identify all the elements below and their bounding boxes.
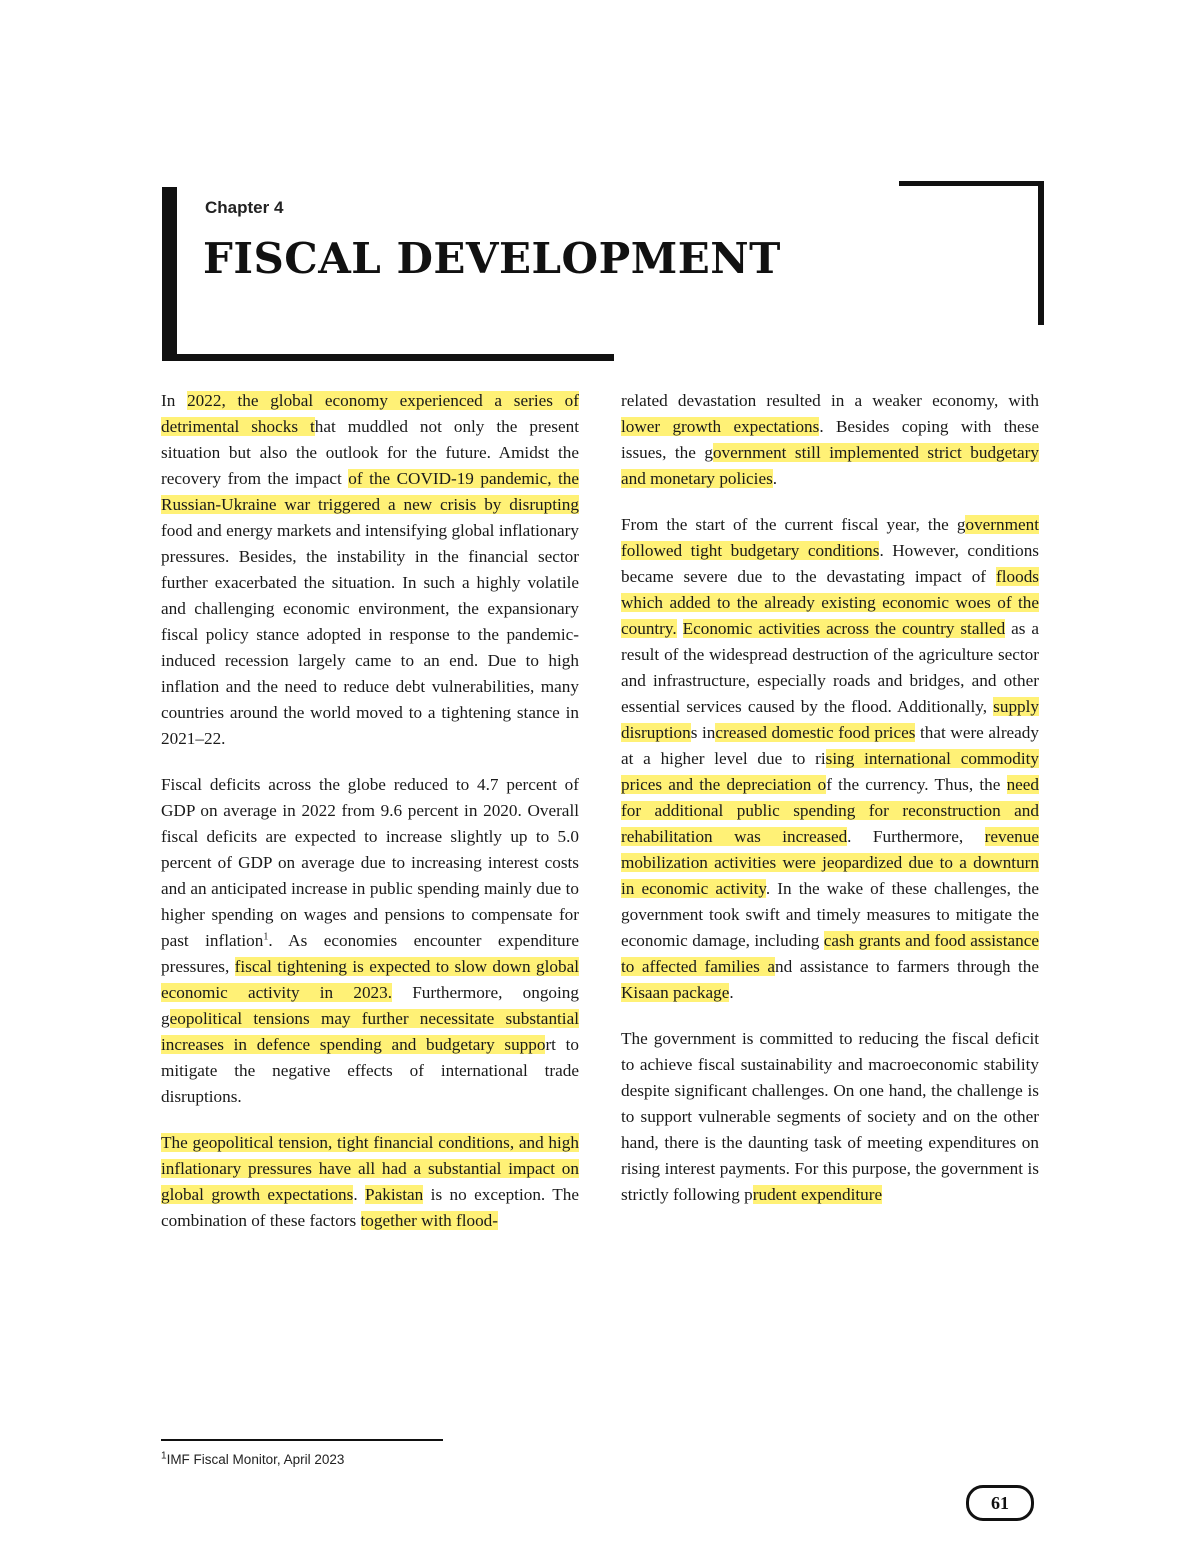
- left-column: [161, 388, 579, 1254]
- highlighted-text: supply disruption: [621, 697, 1039, 742]
- highlighted-text: creased domestic food prices: [715, 723, 916, 742]
- highlighted-text: overnment still implemented strict budgetary and monetary policies: [621, 443, 1039, 488]
- highlighted-text: cash grants and food assistance to affected families a: [621, 931, 1039, 976]
- text-run: s in: [690, 723, 716, 742]
- text-run: From the start of the current fiscal year, the g: [621, 515, 966, 534]
- highlighted-text: The geopolitical tension, tight financial conditions, and high inflationary pressures have all had a substantial impact on global growth expectations: [161, 1133, 579, 1204]
- highlighted-text: together with flood-: [360, 1211, 498, 1230]
- frame-top-right-horizontal-bar: [899, 181, 1044, 186]
- highlighted-text: Pakistan: [365, 1185, 424, 1204]
- frame-right-vertical-bar: [1038, 181, 1044, 325]
- text-run: . As economies encounter expenditure pressures,: [161, 931, 579, 976]
- text-run: . Besides coping with these issues, the g: [621, 417, 1040, 462]
- frame-bottom-horizontal-bar: [162, 354, 614, 361]
- text-run: .: [772, 469, 778, 488]
- highlighted-text: need for additional public spending for reconstruction and rehabilitation was increased: [621, 775, 1040, 846]
- footnote-reference[interactable]: 1: [263, 931, 269, 943]
- highlighted-text: eopolitical tensions may further necessitate substantial increases in defence spending and budgetary suppo: [161, 1009, 579, 1054]
- paragraph-current-fiscal-year: [621, 512, 1039, 1006]
- highlighted-text: rudent expenditure: [752, 1185, 883, 1204]
- text-run: related devastation resulted in a weaker economy, with: [621, 391, 1039, 410]
- footnote-marker: 1: [161, 1450, 167, 1462]
- highlighted-text: of the COVID-19 pandemic, the Russian-Ukraine war triggered a new crisis by disrupting: [161, 469, 579, 514]
- highlighted-text: Kisaan package: [621, 983, 730, 1002]
- paragraph-fiscal-deficits: [161, 772, 579, 1110]
- highlighted-text: overnment followed tight budgetary conditions: [621, 515, 1039, 560]
- text-run: f the currency. Thus, the: [826, 775, 1007, 794]
- text-run: rt to mitigate the negative effects of international trade disruptions.: [161, 1035, 579, 1106]
- highlighted-text: 2022, the global economy experienced a series of detrimental shocks t: [161, 391, 579, 436]
- highlighted-text: Economic activities across the country stalled: [682, 619, 1006, 638]
- text-run: that were already at a higher level due to ri: [621, 723, 1039, 768]
- text-run: . In the wake of these challenges, the government took swift and timely measures to mitigate the economic damage, including: [621, 879, 1039, 950]
- text-run: food and energy markets and intensifying global inflationary pressures. Besides, the instability in the financial sector further exacerbated the situation. In such a highly volatile and challenging economic environment, the expansionary fiscal policy stance adopted in response to the pandemic-induced recession largely came to an end. Due to high inflation and the need to reduce debt vulnerabilities, many countries around the world moved to a tightening stance in 2021–22.: [161, 521, 579, 748]
- frame-left-vertical-bar: [162, 187, 177, 361]
- text-run: as a result of the widespread destruction of the agriculture sector and infrastructure, especially roads and bridges, and other essential services caused by the flood. Additionally,: [621, 619, 1040, 716]
- text-run: [677, 619, 683, 638]
- text-run: . However, conditions became severe due to the devastating impact of: [621, 541, 1039, 586]
- paragraph-government-commitment: [621, 1026, 1039, 1208]
- page-number: 61: [991, 1492, 1009, 1513]
- page-number-badge: [966, 1485, 1034, 1521]
- footnote-divider: [161, 1439, 443, 1441]
- text-run: .: [729, 983, 734, 1002]
- text-run: nd assistance to farmers through the: [775, 957, 1039, 976]
- text-run: is no exception. The combination of these factors: [161, 1185, 580, 1230]
- highlighted-text: revenue mobilization activities were jeopardized due to a downturn in economic activity: [621, 827, 1039, 898]
- footnote-text: IMF Fiscal Monitor, April 2023: [166, 1452, 345, 1467]
- paragraph-geopolitical-tension: [161, 1130, 579, 1234]
- highlighted-text: sing international commodity prices and the depreciation o: [621, 749, 1039, 794]
- text-run: Fiscal deficits across the globe reduced to 4.7 percent of GDP on average in 2022 from 9.6 percent in 2020. Overall fiscal deficits are expected to increase slightly up to 5.0 percent of GDP on average due to increasing interest costs and an anticipated increase in public spending mainly due to higher spending on wages and pensions to compensate for past inflation: [161, 775, 579, 950]
- footnote: [161, 1452, 344, 1467]
- highlighted-text: fiscal tightening is expected to slow down global economic activity in 2023.: [161, 957, 579, 1002]
- text-run: In: [161, 391, 188, 410]
- page-title: FISCAL DEVELOPMENT: [203, 234, 781, 283]
- chapter-label: Chapter 4: [205, 198, 284, 217]
- paragraph-global-economy: [161, 388, 579, 752]
- paragraph-flood-devastation: [621, 388, 1039, 492]
- text-run: . Furthermore,: [847, 827, 985, 846]
- highlighted-text: lower growth expectations: [621, 417, 820, 436]
- right-column: [621, 388, 1039, 1228]
- text-run: The government is committed to reducing the fiscal deficit to achieve fiscal sustainability and macroeconomic stability despite significant challenges. On one hand, the challenge is to support vulnerable segments of society and on the other hand, there is the daunting task of meeting expenditures on rising interest payments. For this purpose, the government is strictly following p: [621, 1029, 1039, 1204]
- text-run: .: [353, 1185, 366, 1204]
- text-run: hat muddled not only the present situation but also the outlook for the future. Amidst the recovery from the impact: [161, 417, 579, 488]
- highlighted-text: floods which added to the already existing economic woes of the country.: [621, 567, 1039, 638]
- text-run: Furthermore, ongoing g: [161, 983, 579, 1028]
